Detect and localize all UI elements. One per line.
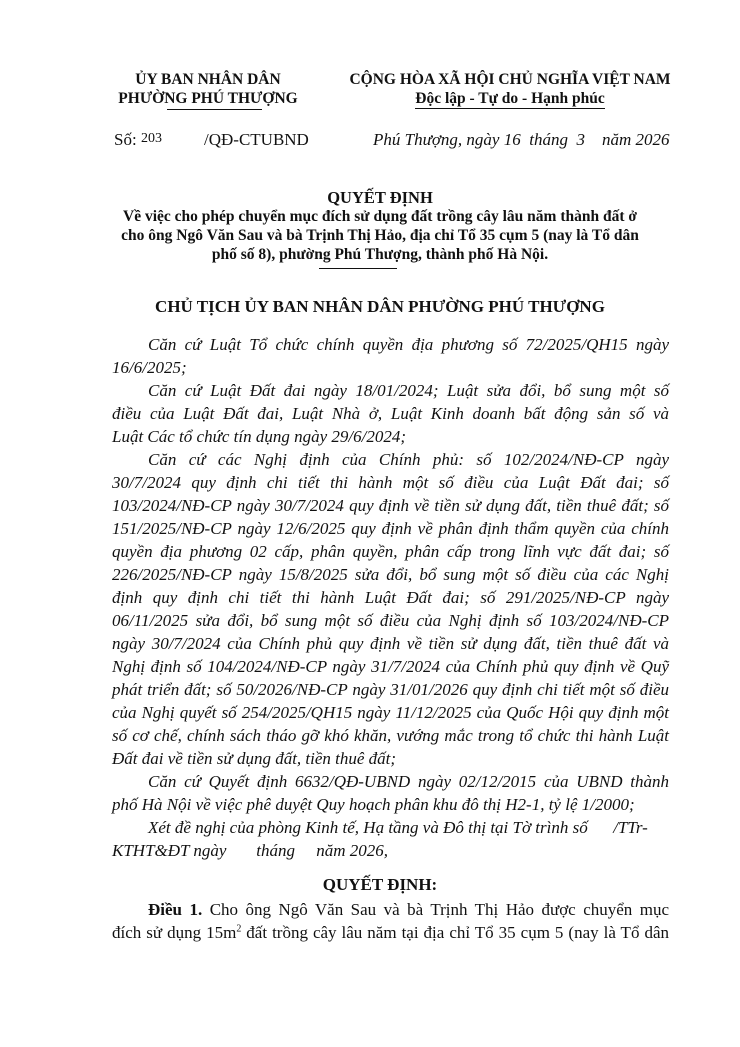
body-line: 151/2025/NĐ-CP ngày 12/6/2025 quy định về phân định thẩm quyền của chính: [112, 519, 669, 538]
body-line: Căn cứ Quyết định 6632/QĐ-UBND ngày 02/12/2015 của UBND thành: [148, 772, 669, 791]
article-1-label: Điều 1.: [148, 900, 203, 919]
decision-heading: QUYẾT ĐỊNH:: [322, 875, 438, 894]
date-place-text: Phú Thượng, ngày: [373, 130, 500, 149]
subject-line-3: phố số 8), phường Phú Thượng, thành phố Hà Nội.: [211, 246, 549, 263]
body-line: KTHT&ĐT ngày tháng năm 2026,: [112, 841, 388, 860]
article-1-line-2: đích sử dụng $15m^2$ đất trồng cây lâu năm tại địa chỉ Tổ 35 cụm 5 (nay là Tổ dân: [112, 923, 669, 942]
body-line: Đất đai về tiền sử dụng đất, tiền thuê đất;: [112, 749, 397, 768]
nation-motto: [330, 89, 690, 109]
authority-heading: CHỦ TỊCH ỦY BAN NHÂN DÂN PHƯỜNG PHÚ THƯỢNG: [155, 297, 605, 316]
issuer-underline: [167, 109, 262, 110]
number-value: 203: [140, 131, 162, 146]
doc-number-suffix: /QĐ-CTUBND: [204, 130, 309, 149]
body-line: 103/2024/NĐ-CP ngày 30/7/2024 quy định về tiền sử dụng đất, tiền thuê đất; số: [112, 496, 669, 515]
date-month: 3: [576, 130, 585, 149]
subject-line-1: Về việc cho phép chuyển mục đích sử dụng đất trồng cây lâu năm thành đất ở: [123, 208, 637, 225]
doc-type-heading: QUYẾT ĐỊNH: [327, 188, 433, 207]
body-line: Căn cứ Luật Đất đai ngày 18/01/2024; Luật sửa đổi, bổ sung một số: [148, 381, 669, 400]
body-line: 06/11/2025 sửa đổi, bổ sung một số điều của Nghị định số 103/2024/NĐ-CP: [112, 611, 669, 630]
body-line: 16/6/2025;: [112, 358, 187, 377]
body-line: phố Hà Nội về việc phê duyệt Quy hoạch phân khu đô thị H2-1, tỷ lệ 1/2000;: [112, 795, 635, 814]
body-line: Nghị định số 104/2024/NĐ-CP ngày 31/7/2024 của Chính phủ quy định về Quỹ: [112, 657, 669, 676]
subject-ward-name: Phú Thượng,: [334, 246, 422, 263]
body-line: Căn cứ Luật Tổ chức chính quyền địa phương số 72/2025/QH15 ngày: [148, 335, 669, 354]
body-line: số cơ chế, chính sách tháo gỡ khó khăn, vướng mắc trong tổ chức thi hành Luật: [112, 726, 669, 745]
nation-title: CỘNG HÒA XÃ HỘI CHỦ NGHĨA VIỆT NAM: [349, 71, 671, 88]
body-line: Xét đề nghị của phòng Kinh tế, Hạ tầng và Đô thị tại Tờ trình số /TTr-: [148, 818, 648, 837]
body-line: 226/2025/NĐ-CP ngày 15/8/2025 sửa đổi, bổ sung một số điều của các Nghị: [112, 565, 669, 584]
body-line: ngày 30/7/2024 của Chính phủ quy định về tiền sử dụng đất, tiền thuê đất và: [112, 634, 669, 653]
date-month-label: tháng: [529, 130, 568, 149]
date-day: 16: [503, 130, 521, 149]
date-place: [373, 130, 670, 150]
body-line: của Nghị quyết số 254/2025/QH15 ngày 11/12/2025 của Quốc Hội quy định một: [112, 703, 669, 722]
title-underline: [319, 268, 397, 269]
body-line: quyền địa phương 02 cấp, phân quyền, phân cấp trong lĩnh vực đất đai; số: [112, 542, 669, 561]
issuer-line2: PHƯỜNG PHÚ THƯỢNG: [118, 90, 298, 107]
article-1-line-1: Điều 1. Cho ông Ngô Văn Sau và bà Trịnh Thị Hảo được chuyển mục: [148, 900, 670, 919]
body-line: định quy định chi tiết thi hành Luật Đất đai; số 291/2025/NĐ-CP ngày: [112, 588, 669, 607]
body-line: Căn cứ các Nghị định của Chính phủ: số 102/2024/NĐ-CP ngày: [148, 450, 669, 469]
body-line: phát triển đất; số 50/2026/NĐ-CP ngày 31/01/2026 quy định chi tiết một số điều: [112, 680, 669, 699]
number-label: Số:: [114, 130, 137, 149]
subject-line-2: cho ông Ngô Văn Sau và bà Trịnh Thị Hảo, địa chỉ Tổ 35 cụm 5 (nay là Tổ dân: [121, 227, 639, 244]
body-line: điều của Luật Đất đai, Luật Nhà ở, Luật Kinh doanh bất động sản số và: [112, 404, 669, 423]
issuer-line1: ỦY BAN NHÂN DÂN: [135, 71, 281, 88]
date-year: năm 2026: [601, 130, 670, 149]
doc-number-label: [114, 130, 162, 150]
body-line: Luật Các tổ chức tín dụng ngày 29/6/2024;: [112, 427, 406, 446]
body-line: 30/7/2024 quy định chi tiết thi hành một số điều của Luật Đất đai; số: [112, 473, 669, 492]
motto-text: Độc lập - Tự do - Hạnh phúc: [415, 90, 605, 107]
